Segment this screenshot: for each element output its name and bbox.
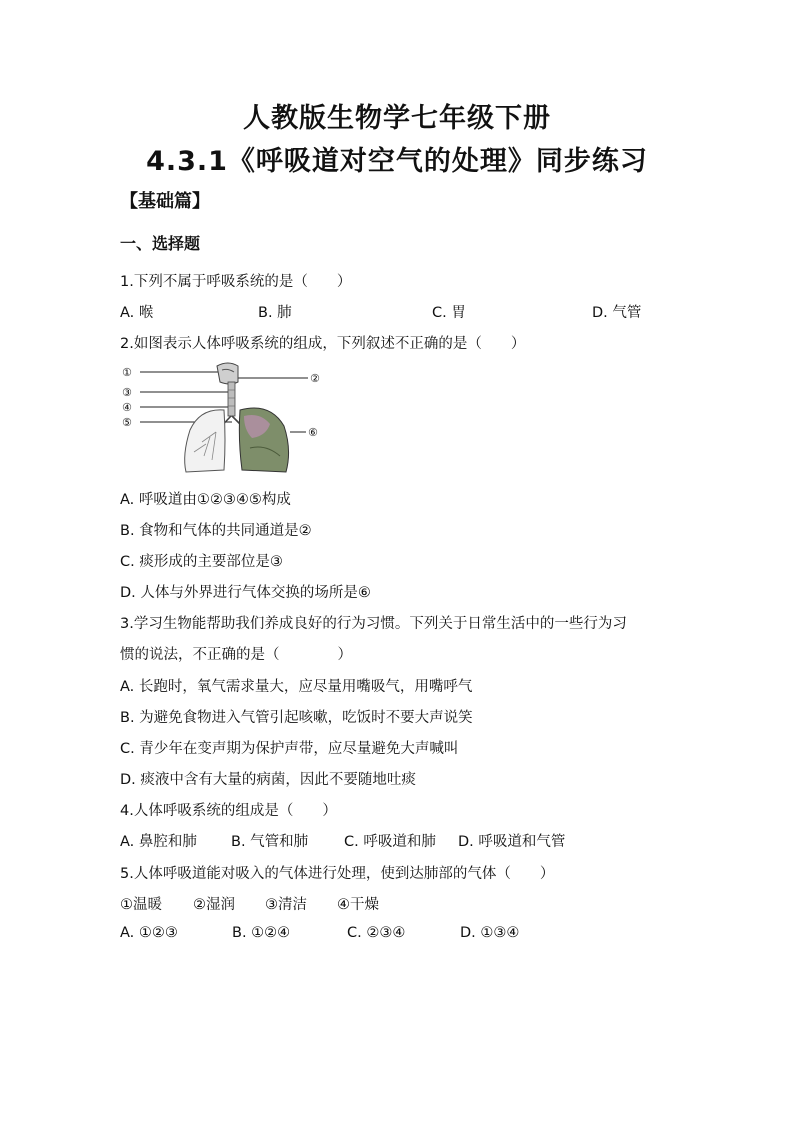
question-1-stem: 1.下列不属于呼吸系统的是（ ） [120, 274, 352, 290]
question-5-option-a: A. ①②③ [120, 925, 178, 941]
question-3-option-c: C. 青少年在变声期为保护声带，应尽量避免大声喊叫 [120, 741, 459, 757]
diagram-label-5: ⑤ [122, 416, 132, 429]
question-3-stem-line2: 惯的说法，不正确的是（ ） [120, 647, 352, 663]
question-4-stem: 4.人体呼吸系统的组成是（ ） [120, 803, 337, 819]
diagram-label-4: ④ [122, 401, 132, 414]
diagram-label-6: ⑥ [308, 426, 318, 439]
page-title-line2: 4.3.1《呼吸道对空气的处理》同步练习 [146, 146, 648, 177]
page-title-line1: 人教版生物学七年级下册 [243, 103, 551, 134]
question-5-option-d: D. ①③④ [460, 925, 520, 941]
respiratory-system-diagram [120, 360, 335, 475]
diagram-label-2: ② [310, 372, 320, 385]
question-5-stem: 5.人体呼吸道能对吸入的气体进行处理，使到达肺部的气体（ ） [120, 866, 555, 882]
question-4-option-d: D. 呼吸道和气管 [458, 834, 566, 850]
question-5-choice-3: ③清洁 [265, 897, 307, 913]
question-3-stem-line1: 3.学习生物能帮助我们养成良好的行为习惯。下列关于日常生活中的一些行为习 [120, 616, 627, 632]
question-5-option-b: B. ①②④ [232, 925, 291, 941]
question-3-option-a: A. 长跑时，氧气需求量大，应尽量用嘴吸气，用嘴呼气 [120, 679, 473, 695]
question-2-option-c: C. 痰形成的主要部位是③ [120, 554, 283, 570]
question-2-stem: 2.如图表示人体呼吸系统的组成，下列叙述不正确的是（ ） [120, 336, 526, 352]
question-4-option-b: B. 气管和肺 [231, 834, 309, 850]
section-choice-heading: 一、选择题 [120, 234, 201, 253]
question-2-option-b: B. 食物和气体的共同通道是② [120, 523, 312, 539]
question-1-option-a: A. 喉 [120, 305, 154, 321]
question-2-option-a: A. 呼吸道由①②③④⑤构成 [120, 492, 291, 508]
section-basic-heading: 【基础篇】 [120, 191, 210, 212]
question-3-option-b: B. 为避免食物进入气管引起咳嗽，吃饭时不要大声说笑 [120, 710, 473, 726]
question-5-option-c: C. ②③④ [347, 925, 406, 941]
question-1-option-c: C. 胃 [432, 305, 466, 321]
question-5-choice-4: ④干燥 [337, 897, 379, 913]
question-1-option-d: D. 气管 [592, 305, 642, 321]
question-4-option-c: C. 呼吸道和肺 [344, 834, 436, 850]
question-5-choice-2: ②湿润 [193, 897, 235, 913]
diagram-label-1: ① [122, 366, 132, 379]
question-2-option-d: D. 人体与外界进行气体交换的场所是⑥ [120, 585, 371, 601]
question-5-choice-1: ①温暖 [120, 897, 162, 913]
question-3-option-d: D. 痰液中含有大量的病菌，因此不要随地吐痰 [120, 772, 416, 788]
diagram-label-3: ③ [122, 386, 132, 399]
question-4-option-a: A. 鼻腔和肺 [120, 834, 197, 850]
question-1-option-b: B. 肺 [258, 305, 292, 321]
